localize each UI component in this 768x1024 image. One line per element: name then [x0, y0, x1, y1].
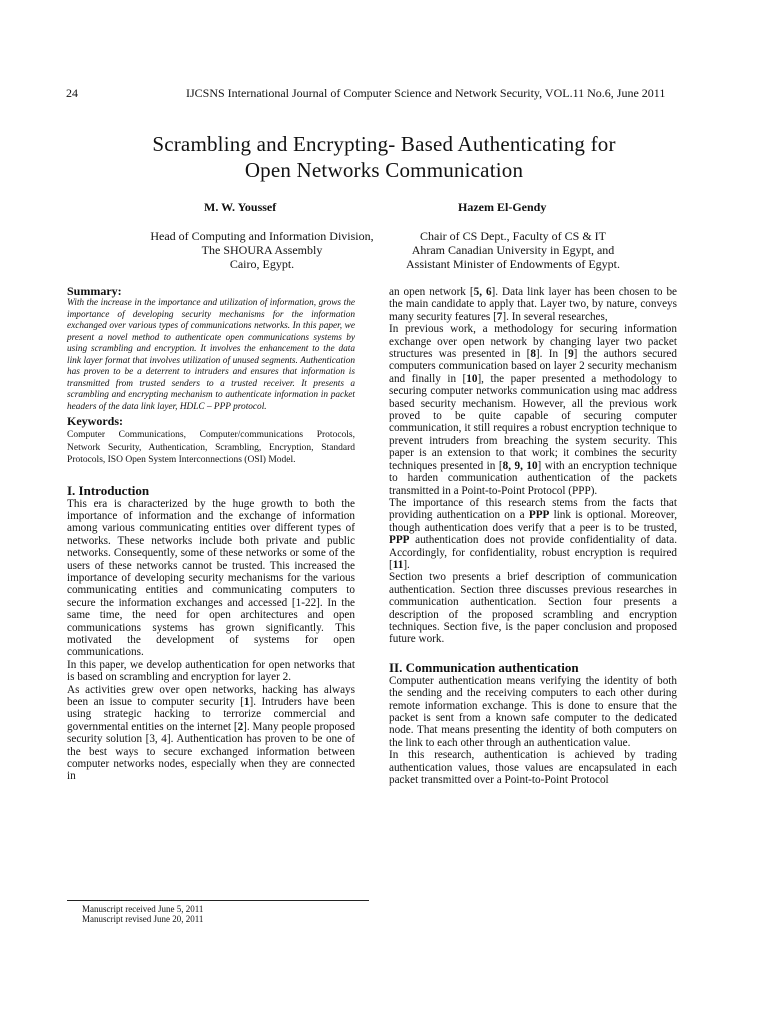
- summary-text: With the increase in the importance and utilization of information, grows the importance of developing security mechanisms for the information exchanged over various types of communications networks. In this paper, we present a novel method to authenticate open communications systems by using scrambling and encryption. It involves the enhancement to the data link layer format that involves utilization of unused segments. Authentication has proven to be a deterrent to intruders and ensures that information is transmitted from trusted senders to a trusted receiver. It presents a scrambling and encrypting mechanism to authenticate information in packet headers of the data link layer, HDLC – PPP protocol.: [67, 298, 355, 412]
- intro-paragraph-1: This era is characterized by the huge growth to both the importance of information and the exchange of information among various communicating entities over different types of networks. These networks include both private and public networks. Consequently, some of these networks or some of the users of these networks cannot be trusted. This increased the importance of developing security mechanisms for the various communicating entities and communicating computers to secure the information exchanges and accessed [1-22]. In the same time, the need for open architectures and open communications systems has grown significantly. This motivated the development of systems for open communications.: [67, 497, 355, 659]
- text-run: an open network [: [389, 286, 474, 298]
- text-run: ]. In several researches,: [502, 310, 608, 323]
- footnote-received: Manuscript received June 5, 2011: [82, 904, 204, 914]
- affiliation-line: Ahram Canadian University in Egypt, and: [411, 243, 615, 257]
- ppp-term: PPP: [389, 534, 410, 547]
- author-2-name: Hazem El-Gendy: [458, 200, 547, 214]
- summary-heading: Summary:: [67, 284, 122, 298]
- citation: 11: [392, 558, 404, 571]
- citation: 7: [496, 310, 503, 323]
- text-run: ] with an encryption technique to harden communication authentication of the packets transmitted in a Point-to-Point Protocol (PPP).: [389, 459, 677, 497]
- intro-paragraph-2: In this paper, we develop authentication for open networks that is based on scrambling and encryption for layer 2.: [67, 658, 355, 684]
- citation: 10: [466, 372, 478, 385]
- keywords-heading: Keywords:: [67, 414, 123, 428]
- text-run: ]. In [: [535, 348, 569, 361]
- intro-paragraph-3: [67, 684, 355, 783]
- left-column: [67, 284, 355, 783]
- affiliation-line: Cairo, Egypt.: [229, 257, 295, 271]
- footnote-divider: [67, 900, 369, 901]
- text-run: The importance of this research stems from the facts that providing authentication on a: [389, 496, 677, 522]
- text-run: ].: [403, 558, 410, 571]
- title-line-2: Open Networks Communication: [244, 158, 524, 182]
- text-run: ] the authors secured computers communication based on layer 2 security mechanism and finally in [: [389, 348, 677, 385]
- right-paragraph-2: [389, 323, 677, 497]
- right-paragraph-1: [389, 286, 677, 323]
- author-1-affiliation: [112, 229, 412, 271]
- text-run: ]. Many people proposed security solution [3, 4]. Authentication has proven to be one of the best ways to secure exchanged information between computer networks nodes, especially when they are connected in: [67, 720, 356, 783]
- right-paragraph-3: [389, 497, 677, 571]
- section-2-paragraph-2: In this research, authentication is achieved by trading authentication values, those values are encapsulated in each packet transmitted over a Point-to-Point Protocol: [389, 749, 677, 787]
- citation: 1: [243, 696, 250, 708]
- ppp-term: PPP: [528, 509, 550, 522]
- citation: 8: [530, 348, 536, 361]
- text-run: In previous work, a methodology for securing information exchange over open network by changing layer two packet structures was presented in [: [389, 323, 677, 361]
- affiliation-line: Assistant Minister of Endowments of Egypt.: [406, 257, 620, 271]
- affiliation-line: The SHOURA Assembly: [201, 243, 323, 257]
- text-run: authentication does not provide confidentiality of data. Accordingly, for confidentiality, robust encryption is required [: [389, 534, 677, 571]
- text-run: link is optional. Moreover, though authentication does verify that a peer is to be trusted,: [389, 509, 677, 534]
- citation: 9: [568, 348, 574, 361]
- paper-title: [0, 131, 768, 183]
- author-1-name: M. W. Youssef: [204, 200, 277, 214]
- footnote-revised: Manuscript revised June 20, 2011: [82, 914, 204, 924]
- right-paragraph-4: Section two presents a brief description of communication authentication. Section three discusses previous researches in communication authentication. Section four presents a description of the proposed scrambling and encryption techniques. Section five, is the paper conclusion and proposed future work.: [389, 571, 677, 646]
- journal-header: IJCSNS International Journal of Computer Science and Network Security, VOL.11 No.6, June 2011: [186, 86, 666, 100]
- page-number: 24: [66, 86, 78, 100]
- section-2-paragraph-1: Computer authentication means verifying the identity of both the sending and the receiving computers to each other during remote information exchange. This is done to ensure that the packet is sent from a known safe computer to the dedicated node. That means presenting the identity of both computers on the link to each other through an authentication value.: [389, 674, 677, 749]
- text-run: ], the paper presented a methodology to securing computer networks communication using mac address based security mechanism. However, all the previous work proved to be quite capable of securing computer communication, it still requires a robust encryption technique to prevent intruders from breaching the system security. This paper is an extension to that work; it combines the security techniques presented in [: [389, 372, 677, 472]
- text-run: ]. Intruders have been using strategic hacking to terrorize commercial and governmental entities on the internet [: [67, 696, 355, 733]
- text-run: ]. Data link layer has been chosen to be the main candidate to apply that. Layer two, by nature, conveys many security features [: [389, 286, 678, 323]
- keywords-text: Computer Communications, Computer/communications Protocols, Network Security, Authentication, Scrambling, Encryption, Standard Protocols, ISO Open System Interconnections (OSI) Model.: [67, 430, 355, 465]
- text-run: As activities grew over open networks, hacking has always been an issue to computer security [: [67, 683, 355, 708]
- affiliation-line: Chair of CS Dept., Faculty of CS & IT: [420, 229, 606, 243]
- citation: 8, 9, 10: [502, 459, 538, 472]
- introduction-heading: I. Introduction: [67, 482, 150, 498]
- title-line-1: Scrambling and Encrypting- Based Authenticating for: [152, 132, 616, 156]
- affiliation-line: Head of Computing and Information Division,: [150, 229, 374, 243]
- author-2-affiliation: [380, 229, 646, 271]
- citation: 2: [237, 720, 244, 733]
- section-2-heading: II. Communication authentication: [389, 659, 579, 675]
- right-column: [389, 286, 677, 786]
- citation: 5, 6: [473, 286, 492, 298]
